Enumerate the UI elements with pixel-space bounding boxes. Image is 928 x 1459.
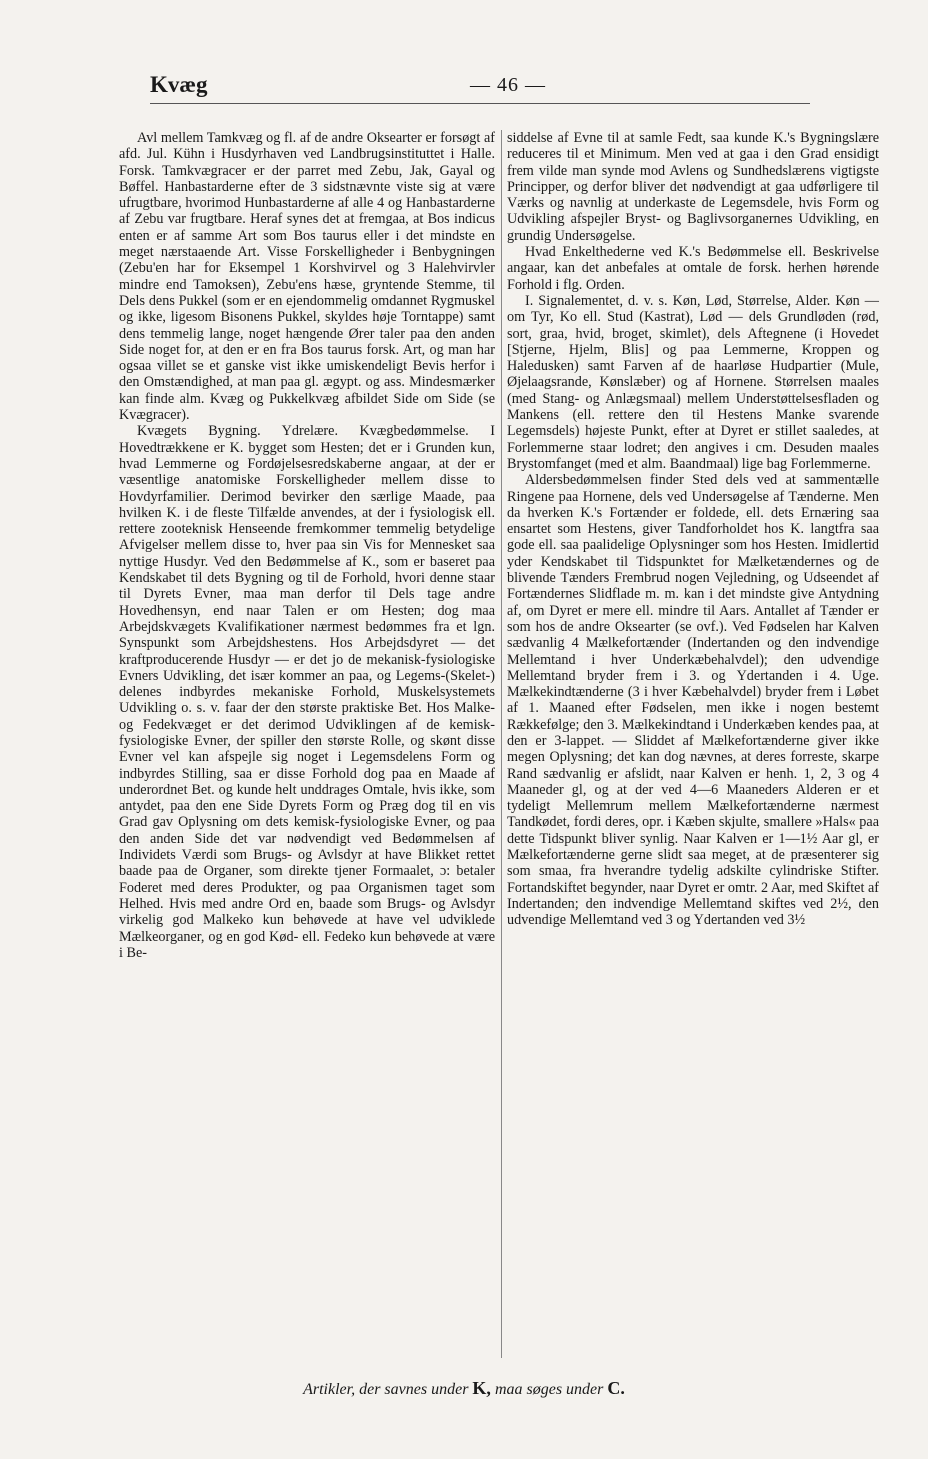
paragraph: Avl mellem Tamkvæg og fl. af de andre Oksearter er forsøgt af afd. Jul. Kühn i Husdyrhaven ved Landbrugsinstituttet i Halle. Forsk. Tamkvægracer er der parret med Zebu, Jak, Gayal og Bøffel. Hanbastarderne efter de 3 sidstnævnte viste sig at være ufrugtbare, hvorimod Hunbastarderne af alle 4 og Hanbastarderne af Zebu var frugtbare. Heraf synes det at fremgaa, at Bos indicus enten er af samme Art som Bos taurus eller i det mindste en meget nærstaaende Art. Visse Forskelligheder i Benbygningen (Zebu'en har for Eksempel 1 Korshvirvel og 3 Halehvirvler mindre end Tamoksen), Zebu'ens hæse, gryntende Stemme, til Dels dens Pukkel (som er en ejendommelig omdannet Rygmuskel og ikke, ligesom Bisonens Pukkel, skyldes høje Torntappe) samt dens temmelig lange, noget hængende Ører taler paa den anden Side noget for, at den er en fra Bos taurus forsk. Art, og man har ogsaa villet se et ganske vist ikke umiskendeligt Bevis herfor i den Omstændighed, at man paa gl. ægypt. og ass. Mindesmærker kan finde alm. Kvæg og Pukkelkvæg afbildet Side om Side (se Kvægracer). [119,130,495,424]
paragraph: Aldersbedømmelsen finder Sted dels ved at sammentælle Ringene paa Hornene, dels ved Undersøgelse af Tænderne. Men da hverken K.'s Fortænder er foldede, ell. dets Ernæring saa ensartet som Hestens, giver Tandforholdet hos K. langtfra saa gode ell. saa paalidelige Oplysninger som hos Hesten. Imidlertid yder Kendskabet til Tidspunktet for Mælketændernes og de blivende Tænders Frembrud nogen Vejledning, og Udseendet af Fortændernes Slidflade m. m. kan i det mindste give Antydning af, om Dyret er mere ell. mindre til Aars. Antallet af Tænder er som hos de andre Oksearter (se ovf.). Ved Fødselen har Kalven sædvanlig 4 Mælkefortænder (Indertanden og den indvendige Mellemtand i hver Underkæbehalvdel); den udvendige Mellemtand bryder frem i 3. og Ydertanden i 4. Uge. Mælkekindtænderne (3 i hver Kæbehalvdel) bryder frem i Løbet af 1. Maaned efter Fødselen, men ikke i nogen bestemt Rækkefølge; den 3. Mælkekindtand i Underkæben kendes paa, at den er 3-lappet. — Sliddet af Mælkefortænderne giver ikke megen Oplysning; det kan dog nævnes, at deres forreste, skarpe Rand sædvanlig er afslidt, naar Kalven er henh. 1, 2, 3 og 4 Maaneder gl, og at der ved 4—6 Maaneders Alderen er et tydeligt Mellemrum mellem Mælkefortænderne nærmest Tandkødet, fordi deres, opr. i Kæben skjulte, smallere »Hals« paa dette Tidspunkt bliver synlig. Naar Kalven er 1—1½ Aar gl, er Mælkefortænderne gerne slidt saa meget, at de præsenterer sig som smaa, fra hverandre tydelig adskilte cylindriske Stifter. Fortandskiftet begynder, naar Dyret er omtr. 2 Aar, med Skiftet af Indertanden; den indvendige Mellemtand skiftes ved 2½, den udvendige Mellemtand ved 3 og Ydertanden ved 3½ [507,472,879,929]
footer-text: Artikler, der savnes under [303,1381,473,1398]
left-column [119,130,495,961]
footer-text: maa søges under [490,1381,608,1398]
paragraph: Kvægets Bygning. Ydrelære. Kvægbedømmelse. I Hovedtrækkene er K. bygget som Hesten; det er i Grunden kun, hvad Lemmerne og Fordøjelsesredskaberne angaar, at der er væsentlige anatomiske Forskelligheder mellem disse to Hovdyrfamilier. Derimod bevirker den særlige Maade, paa hvilken K. i de fleste Tilfælde anvendes, at der i fysiologisk ell. rettere zooteknisk Henseende fremkommer temmelig betydelige Afvigelser mellem disse to, hver paa sin Vis for Mennesket saa nyttige Husdyr. Ved den Bedømmelse af K., som er baseret paa Kendskabet til dets Bygning og til de Forhold, hvori denne staar til Dyrets Evner, maa man derfor til Dels tage andre Hovedhensyn, end naar Talen er om Hesten; dog maa Arbejdskvægets Kvalifikationer nærmest bedømmes fra et lgn. Synspunkt som Arbejdshestens. Hos Arbejdsdyret — det kraftproducerende Husdyr — er det jo de mekanisk-fysiologiske Evners Udvikling, det især kommer an paa, og Legems-(Skelet-) delenes indbyrdes mekaniske Forhold, Muskelsystemets Udvikling o. s. v. faar der den største praktiske Bet. Hos Malke- og Fedekvæget er det derimod Udviklingen af de kemisk-fysiologiske Evner, der spiller den største Rolle, og skønt disse Evner vel kan afspejle sig noget i Legemsdelens Form og indbyrdes Stilling, saa er disse Forhold dog paa en Maade af underordnet Bet. og kunde helt unddrages Omtale, hvis ikke, som antydet, paa den ene Side Dyrets Form og Præg dog til en vis Grad gav Oplysning om dets kemisk-fysiologiske Evner, og paa den anden Side det var nødvendigt ved Bedømmelsen af Individets Værdi som Brugs- og Avlsdyr at have Blikket rettet baade paa de Organer, som direkte tjener Formaalet, ɔ: betaler Foderet med deres Produkter, og paa Organismen taget som Helhed. Hvis med andre Ord en, baade som Brugs- og Avlsdyr virkelig god Malkeko kun behøvede at have vel udviklede Mælkeorganer, og en god Kød- ell. Fedeko kun behøvede at være i Be- [119,423,495,961]
right-column [507,130,879,929]
page-number: — 46 — [470,74,546,96]
footer-note [0,1378,928,1399]
header-rule [150,103,810,104]
paragraph: siddelse af Evne til at samle Fedt, saa kunde K.'s Bygningslære reduceres til et Minimum. Men ved at gaa i den Grad ensidigt frem vilde man synde mod Avlens og Sundhedslærens vigtigste Principper, og derfor bliver det nødvendigt at gaa udførligere til Værks og navnlig at underkaste de Legemsdele, hvis Form og Udvikling afspejler Bryst- og Baglivsorganernes Udvikling, en grundig Undersøgelse. [507,130,879,244]
column-divider [501,130,502,1358]
section-title: Kvæg [150,72,208,97]
paragraph: I. Signalementet, d. v. s. Køn, Lød, Størrelse, Alder. Køn — om Tyr, Ko ell. Stud (Kastrat), Lød — dels Grundløden (rød, sort, graa, hvid, broget, skimlet), dels Aftegnene (i Hovedet [Stjerne, Hjelm, Blis] og paa Lemmerne, Kroppen og Haledusken) samt Farven af de haarløse Hudpartier (Mule, Øjelaagsrande, Kønslæber) og af Hornene. Størrelsen maales (med Stang- og Anlægsmaal) mellem Understøttelsesfladen og Mankens (ell. rettere den til Hestens Manke svarende Legemsdels) højeste Punkt, efter at Dyret er stillet saaledes, at Forlemmerne staar lodret; den angives i cm. Desuden maales Brystomfanget (med et alm. Baandmaal) lige bag Forlemmerne. [507,292,879,472]
paragraph: Hvad Enkelthederne ved K.'s Bedømmelse ell. Beskrivelse angaar, kan det anbefales at omtale de forsk. herhen hørende Forhold i flg. Orden. [507,244,879,293]
footer-letter-k: K, [472,1378,491,1398]
footer-letter-c: C. [607,1378,625,1398]
page-header [150,72,810,106]
